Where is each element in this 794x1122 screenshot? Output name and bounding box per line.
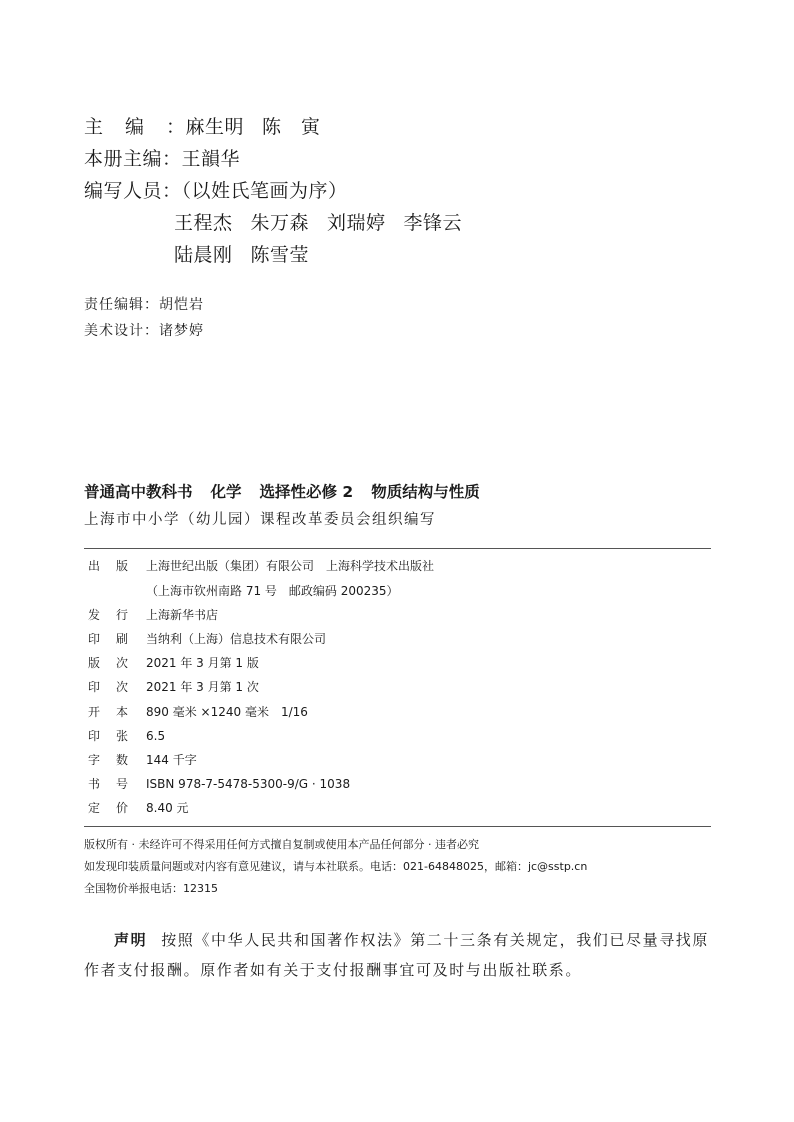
volume-editor-line [84,144,240,171]
statement [84,925,714,985]
compiling-organization: 上海市中小学（幼儿园）课程改革委员会组织编写 [84,512,436,528]
info-row-printer [88,630,326,647]
info-value: （上海市钦州南路 71 号 邮政编码 200235） [146,584,399,598]
chief-editor-label: 主编 [84,116,167,138]
writers-row-2 [174,240,309,267]
info-value: ISBN 978-7-5478-5300-9/G · 1038 [146,777,351,791]
info-key: 出版 [88,559,145,573]
info-value: 上海新华书店 [146,608,219,622]
book-title-part: 普通高中教科书 [84,483,193,501]
info-value: 144 千字 [146,753,197,767]
info-key: 定价 [88,801,145,815]
divider-bottom [84,826,711,827]
book-title-part: 选择性必修 2 [259,483,354,501]
info-row-distributor [88,606,218,623]
book-title [84,480,480,502]
chief-editors-line [84,112,321,139]
art-designer: 美术设计：诸梦婷 [84,323,204,339]
info-value: 890 毫米 ×1240 毫米 1/16 [146,705,308,719]
writers-line [84,176,348,203]
info-row-address [88,582,399,599]
writer-name: 李锋云 [403,212,463,234]
info-value: 2021 年 3 月第 1 次 [146,680,259,694]
statement-heading: 声明 [114,931,148,949]
copyright-notice: 版权所有 · 未经许可不得采用任何方式擅自复制或使用本产品任何部分 · 违者必究 [84,838,479,851]
divider-top [84,548,711,549]
info-value: 当纳利（上海）信息技术有限公司 [146,632,327,646]
writer-name: 王程杰 [174,212,233,234]
info-value: 6.5 [146,729,166,743]
info-key: 开本 [88,705,145,719]
writer-name: 陆晨刚 [174,244,233,266]
info-row-sheets [88,727,165,744]
volume-editor-label: 本册主编： [84,148,182,170]
price-hotline: 全国物价举报电话：12315 [84,882,218,895]
info-key: 发行 [88,608,145,622]
responsible-editor: 责任编辑：胡恺岩 [84,297,204,313]
info-key: 版次 [88,656,145,670]
book-title-part: 化学 [210,483,242,501]
info-key: 印次 [88,680,145,694]
writers-row-1 [174,208,462,235]
chief-editor-colon: ： [166,116,186,138]
chief-editor-name: 陈 寅 [262,116,321,138]
writer-name: 朱万森 [250,212,310,234]
info-key: 印刷 [88,632,145,646]
chief-editor-names [186,116,321,138]
book-title-part: 物质结构与性质 [371,483,480,501]
info-value: 2021 年 3 月第 1 版 [146,656,259,670]
volume-editor-name: 王韻华 [181,148,241,170]
info-value: 上海世纪出版（集团）有限公司 上海科学技术出版社 [146,559,435,573]
chief-editor-name: 麻生明 [185,116,245,138]
writers-note: （以姓氏笔画为序） [181,180,348,202]
info-row-price [88,799,189,816]
writers-label: 编写人员： [84,180,182,202]
info-row-isbn [88,775,350,792]
info-row-format [88,703,308,720]
info-row-publisher [88,557,434,574]
writer-name: 刘瑞婷 [327,212,386,234]
info-row-word-count [88,751,197,768]
contact-info: 如发现印装质量问题或对内容有意见建议，请与本社联系。电话：021-64848025，邮箱：jc@sstp.cn [84,860,588,873]
info-row-impression [88,678,259,695]
info-key: 书号 [88,777,145,791]
info-value: 8.40 元 [146,801,189,815]
statement-text: 按照《中华人民共和国著作权法》第二十三条有关规定，我们已尽量寻找原作者支付报酬。原作者如有关于支付报酬事宜可及时与出版社联系。 [84,931,710,979]
info-key: 印张 [88,729,145,743]
writer-name: 陈雪莹 [250,244,310,266]
info-key: 字数 [88,753,145,767]
info-row-edition [88,654,259,671]
